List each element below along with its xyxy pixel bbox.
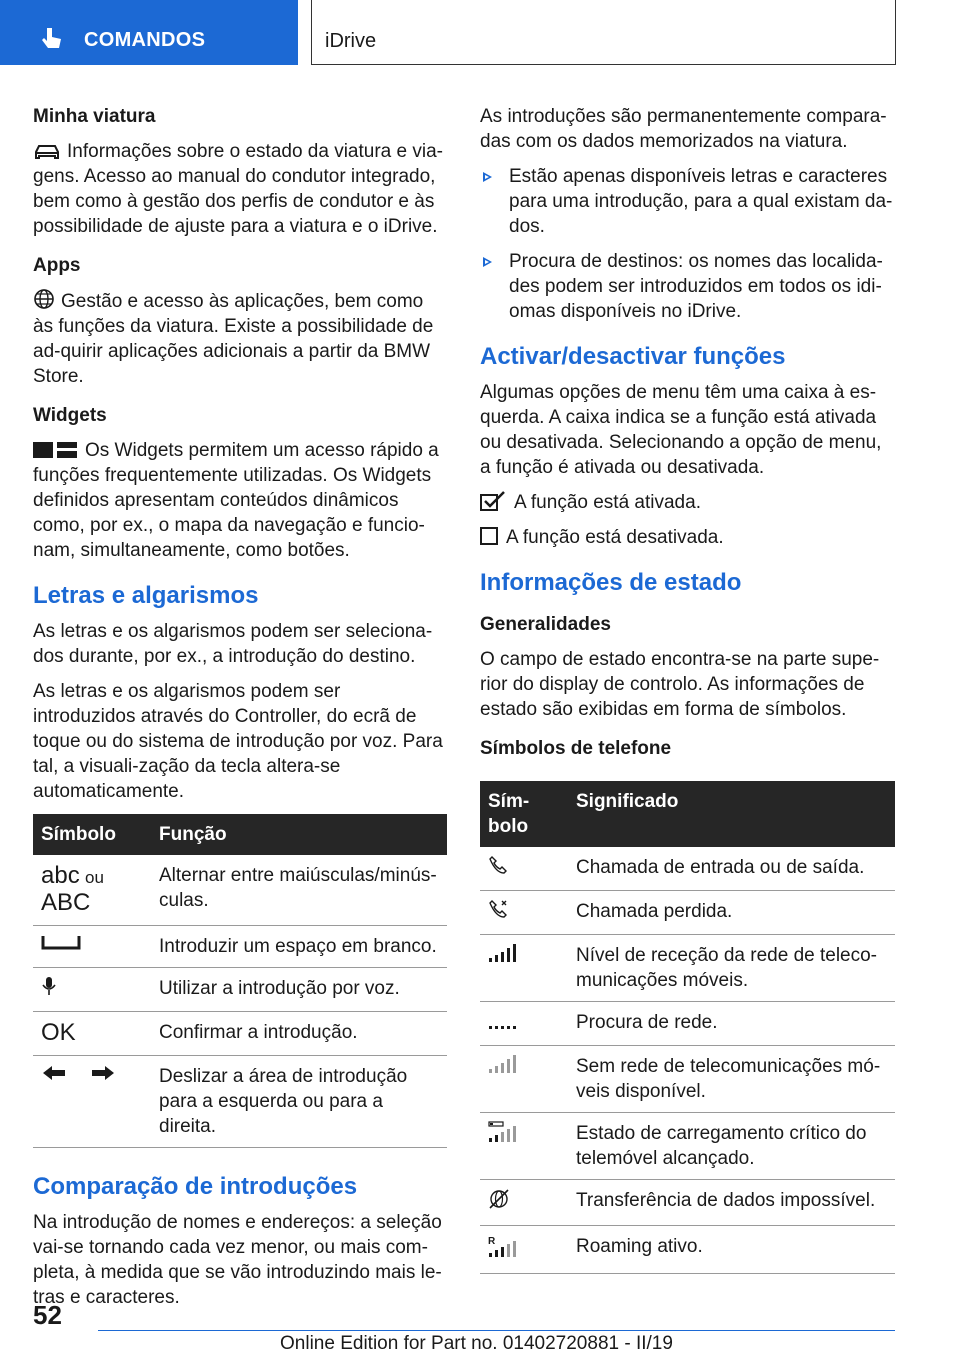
comparacao-paragraph: Na introdução de nomes e endereços: a seleção vai-se tornando cada vez menor, ou mais com-pleta, à medida que se vão introduzindo mais le-tras e caracteres. — [33, 1212, 442, 1308]
subsection-header — [311, 0, 896, 65]
widgets-paragraph: Os Widgets permitem um acesso rápido a funções frequentemente utilizadas. Os Widgets definidos apresentam conteúdos dinâmicos como, por ex., o mapa da navegação e funcio-nam, simultaneamente, como botões. — [33, 440, 439, 561]
table-row: Chamada de entrada ou de saída. — [480, 847, 895, 891]
table-row: Procura de rede. — [480, 1002, 895, 1046]
activar-heading: Activar/desactivar funções — [480, 343, 786, 370]
car-icon — [33, 142, 61, 160]
widgets-icon — [33, 441, 79, 459]
missed-call-icon — [488, 899, 508, 919]
table-header-row — [33, 814, 447, 855]
unchecked-row: A função está desativada. — [480, 525, 895, 550]
arrow-left-icon — [41, 1064, 67, 1082]
arrow-right-icon — [90, 1064, 116, 1082]
table-row: Chamada perdida. — [480, 891, 895, 935]
microphone-icon — [41, 976, 57, 996]
telefone-title: Símbolos de telefone — [480, 738, 672, 759]
column-header-symbol: Símbolo — [33, 814, 151, 855]
no-network-icon — [488, 1054, 518, 1074]
checkbox-unchecked-icon — [480, 526, 500, 546]
column-header-meaning: Significado — [568, 781, 895, 847]
widgets-title: Widgets — [33, 405, 107, 426]
network-search-icon — [488, 1010, 518, 1030]
table-row: R Roaming ativo. — [480, 1226, 895, 1274]
lowercase-abc-symbol: abc — [41, 862, 80, 889]
space-bar-icon — [41, 934, 81, 952]
table-row: Estado de carregamento crítico do telemóvel alcançado. — [480, 1113, 895, 1180]
table-header-row — [480, 781, 895, 847]
phone-symbols-table — [480, 781, 895, 1274]
letras-paragraph-2: As letras e os algarismos podem ser introduzidos através do Controller, do ecrã de toque ou do sistema de introdução por voz. Para tal, a visuali-zação da tecla altera-se automaticamente. — [33, 681, 443, 802]
intro-paragraph: As introduções são permanentemente compara-das com os dados memorizados na viatura. — [480, 106, 887, 152]
section-tab-label: COMANDOS — [84, 29, 206, 51]
symbol-function-table — [33, 814, 447, 1148]
list-item: Estão apenas disponíveis letras e caracteres para uma introdução, para a qual existam da-dos. — [480, 164, 895, 239]
table-row: Nível de receção da rede de teleco-municações móveis. — [480, 935, 895, 1002]
left-column — [33, 104, 447, 1320]
table-row: Introduzir um espaço em branco. — [33, 926, 447, 968]
right-column — [480, 104, 895, 1274]
generalidades-paragraph: O campo de estado encontra-se na parte supe-rior do display de controlo. As informações de estado são exibidas em forma de símbolos. — [480, 649, 880, 720]
section-tab[interactable] — [0, 0, 298, 65]
globe-icon — [33, 288, 55, 310]
apps-title: Apps — [33, 255, 81, 276]
activar-paragraph: Algumas opções de menu têm uma caixa à es-querda. A caixa indica se a função está ativada ou desativada. Selecionando a opção de menu, a função é ativada ou desativada. — [480, 382, 882, 478]
column-header-symbol: Sím-bolo — [480, 781, 568, 847]
letras-paragraph-1: As letras e os algarismos podem ser seleciona-dos durante, por ex., a introdução do destino. — [33, 621, 433, 667]
subsection-label: iDrive — [325, 30, 377, 52]
minha-viatura-title: Minha viatura — [33, 106, 156, 127]
table-row: Deslizar a área de introdução para a esquerda ou para a direita. — [33, 1056, 447, 1148]
svg-text:R: R — [488, 1236, 496, 1247]
edition-footer: Online Edition for Part no. 01402720881 - II/19 — [280, 1333, 673, 1354]
list-item: Procura de destinos: os nomes das localida-des podem ser introduzidos em todos os idi-omas disponíveis no iDrive. — [480, 249, 895, 324]
info-estado-heading: Informações de estado — [480, 569, 742, 596]
footer-divider — [98, 1330, 895, 1331]
hand-pointer-icon — [38, 26, 64, 52]
bullet-list — [480, 164, 895, 324]
generalidades-title: Generalidades — [480, 614, 611, 635]
table-row: OK Confirmar a introdução. — [33, 1012, 447, 1056]
checkbox-checked-icon — [480, 491, 508, 511]
signal-strength-icon — [488, 943, 518, 963]
apps-paragraph: Gestão e acesso às aplicações, bem como às funções da viatura. Existe a possibilidade de ad-quirir aplicações adicionais a partir da BMW Store. — [33, 288, 447, 389]
table-row: Sem rede de telecomunicações mó-veis disponível. — [480, 1046, 895, 1113]
comparacao-heading: Comparação de introduções — [33, 1173, 358, 1200]
battery-critical-icon — [488, 1121, 518, 1143]
uppercase-abc-symbol: ABC — [41, 889, 91, 916]
phone-call-icon — [488, 855, 508, 875]
table-row: Utilizar a introdução por voz. — [33, 968, 447, 1012]
page-number: 52 — [33, 1300, 62, 1330]
table-row: abc ou ABC Alternar entre maiúsculas/minús-culas. — [33, 855, 447, 926]
ok-symbol: OK — [41, 1019, 76, 1046]
data-transfer-blocked-icon — [488, 1188, 510, 1210]
letras-heading: Letras e algarismos — [33, 582, 259, 609]
table-row: Transferência de dados impossível. — [480, 1180, 895, 1226]
minha-viatura-paragraph: Informações sobre o estado da viatura e via-gens. Acesso ao manual do condutor integrado, bem como à gestão dos perfis de condutor e às possibilidade de ajuste para a viatura e o iDrive. — [33, 141, 443, 237]
checked-row: A função está ativada. — [480, 490, 895, 515]
column-header-function: Função — [151, 814, 447, 855]
roaming-icon — [488, 1234, 520, 1258]
